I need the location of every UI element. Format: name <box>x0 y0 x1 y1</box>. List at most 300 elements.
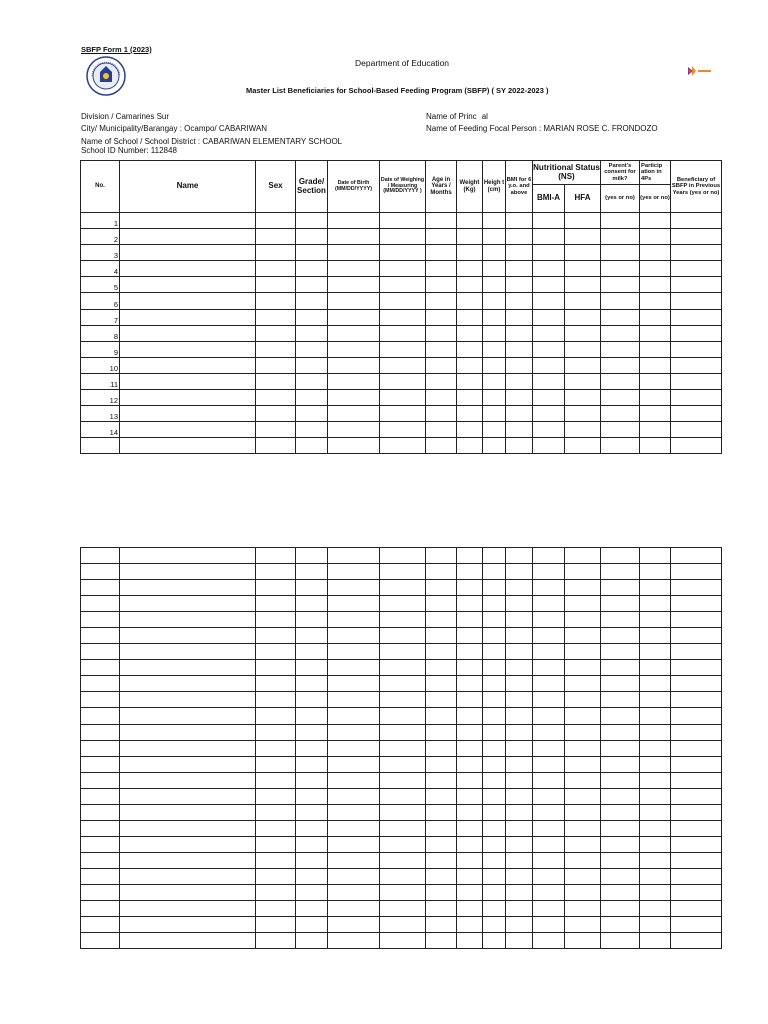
table-cell[interactable] <box>457 213 483 229</box>
table-cell[interactable] <box>328 660 380 676</box>
table-cell[interactable] <box>506 357 533 373</box>
table-cell[interactable] <box>565 660 601 676</box>
table-cell[interactable] <box>120 708 256 724</box>
table-cell[interactable] <box>120 261 256 277</box>
table-cell[interactable] <box>256 756 296 772</box>
table-cell[interactable] <box>533 309 565 325</box>
table-cell[interactable] <box>328 740 380 756</box>
table-cell[interactable] <box>256 548 296 564</box>
table-cell[interactable] <box>457 660 483 676</box>
table-cell[interactable] <box>380 901 426 917</box>
table-cell[interactable] <box>328 373 380 389</box>
table-cell[interactable] <box>483 293 506 309</box>
table-cell[interactable] <box>328 390 380 406</box>
table-cell[interactable] <box>640 676 671 692</box>
table-cell[interactable] <box>640 277 671 293</box>
table-cell[interactable] <box>601 341 640 357</box>
table-cell[interactable] <box>380 788 426 804</box>
table-cell[interactable] <box>601 708 640 724</box>
table-cell[interactable] <box>640 548 671 564</box>
table-cell[interactable] <box>328 724 380 740</box>
table-cell[interactable] <box>565 836 601 852</box>
table-cell[interactable] <box>296 692 328 708</box>
table-cell[interactable] <box>81 676 120 692</box>
table-cell[interactable] <box>565 229 601 245</box>
table-cell[interactable] <box>457 373 483 389</box>
table-cell[interactable] <box>506 564 533 580</box>
table-cell[interactable] <box>533 438 565 454</box>
table-cell[interactable] <box>296 325 328 341</box>
table-cell[interactable] <box>671 901 722 917</box>
table-cell[interactable] <box>380 373 426 389</box>
table-cell[interactable] <box>256 277 296 293</box>
table-cell[interactable] <box>120 868 256 884</box>
table-cell[interactable] <box>426 692 457 708</box>
table-cell[interactable] <box>640 309 671 325</box>
table-cell[interactable] <box>533 548 565 564</box>
table-cell[interactable] <box>640 901 671 917</box>
table-cell[interactable] <box>671 357 722 373</box>
table-cell[interactable] <box>533 756 565 772</box>
table-cell[interactable] <box>426 820 457 836</box>
table-cell[interactable] <box>426 772 457 788</box>
table-cell[interactable] <box>483 756 506 772</box>
table-cell[interactable] <box>328 708 380 724</box>
table-cell[interactable] <box>671 261 722 277</box>
table-cell[interactable] <box>296 868 328 884</box>
table-cell[interactable] <box>506 406 533 422</box>
table-cell[interactable] <box>565 820 601 836</box>
table-cell[interactable] <box>457 261 483 277</box>
table-cell[interactable] <box>565 548 601 564</box>
table-cell[interactable] <box>483 852 506 868</box>
table-cell[interactable] <box>457 644 483 660</box>
table-cell[interactable] <box>457 596 483 612</box>
table-cell[interactable] <box>671 438 722 454</box>
table-cell[interactable] <box>457 390 483 406</box>
table-cell[interactable] <box>296 836 328 852</box>
table-cell[interactable] <box>120 612 256 628</box>
table-cell[interactable] <box>380 933 426 949</box>
table-cell[interactable] <box>426 644 457 660</box>
table-cell[interactable] <box>671 756 722 772</box>
table-cell[interactable] <box>256 820 296 836</box>
table-cell[interactable] <box>506 917 533 933</box>
table-cell[interactable] <box>426 676 457 692</box>
table-cell[interactable] <box>601 901 640 917</box>
table-cell[interactable] <box>506 724 533 740</box>
table-cell[interactable] <box>640 357 671 373</box>
table-cell[interactable] <box>296 933 328 949</box>
table-cell[interactable] <box>328 612 380 628</box>
table-cell[interactable] <box>457 692 483 708</box>
table-cell[interactable] <box>483 580 506 596</box>
table-cell[interactable] <box>426 660 457 676</box>
table-cell[interactable] <box>120 373 256 389</box>
table-cell[interactable] <box>483 788 506 804</box>
table-cell[interactable] <box>640 724 671 740</box>
table-cell[interactable] <box>601 836 640 852</box>
table-cell[interactable] <box>565 373 601 389</box>
table-cell[interactable] <box>328 933 380 949</box>
table-cell[interactable] <box>601 357 640 373</box>
table-cell[interactable] <box>81 740 120 756</box>
table-cell[interactable] <box>81 772 120 788</box>
table-cell[interactable] <box>640 868 671 884</box>
table-cell[interactable] <box>426 293 457 309</box>
table-cell[interactable] <box>457 740 483 756</box>
table-cell[interactable] <box>483 740 506 756</box>
table-cell[interactable] <box>506 708 533 724</box>
table-cell[interactable] <box>328 868 380 884</box>
table-cell[interactable] <box>120 676 256 692</box>
table-cell[interactable] <box>483 564 506 580</box>
table-cell[interactable] <box>380 548 426 564</box>
table-cell[interactable] <box>328 261 380 277</box>
table-cell[interactable] <box>380 422 426 438</box>
table-cell[interactable] <box>601 406 640 422</box>
table-cell[interactable] <box>483 724 506 740</box>
table-cell[interactable] <box>640 245 671 261</box>
table-cell[interactable] <box>483 612 506 628</box>
table-cell[interactable] <box>533 580 565 596</box>
table-cell[interactable] <box>256 422 296 438</box>
table-cell[interactable] <box>533 884 565 900</box>
table-cell[interactable] <box>256 580 296 596</box>
table-cell[interactable] <box>81 756 120 772</box>
table-cell[interactable] <box>565 901 601 917</box>
table-cell[interactable] <box>81 644 120 660</box>
table-cell[interactable] <box>601 277 640 293</box>
table-cell[interactable] <box>380 852 426 868</box>
table-cell[interactable] <box>256 213 296 229</box>
table-cell[interactable] <box>457 901 483 917</box>
table-cell[interactable] <box>380 772 426 788</box>
table-cell[interactable] <box>296 390 328 406</box>
table-cell[interactable] <box>328 213 380 229</box>
table-cell[interactable] <box>380 309 426 325</box>
table-cell[interactable] <box>426 245 457 261</box>
table-cell[interactable] <box>120 596 256 612</box>
table-cell[interactable] <box>533 390 565 406</box>
table-cell[interactable] <box>533 612 565 628</box>
table-cell[interactable] <box>565 884 601 900</box>
table-cell[interactable] <box>120 580 256 596</box>
table-cell[interactable] <box>328 756 380 772</box>
table-cell[interactable] <box>533 277 565 293</box>
table-cell[interactable] <box>296 708 328 724</box>
table-cell[interactable] <box>506 820 533 836</box>
table-cell[interactable] <box>120 245 256 261</box>
table-cell[interactable] <box>533 933 565 949</box>
table-cell[interactable] <box>533 422 565 438</box>
table-cell[interactable] <box>640 406 671 422</box>
table-cell[interactable] <box>640 564 671 580</box>
table-cell[interactable] <box>328 804 380 820</box>
table-cell[interactable] <box>256 692 296 708</box>
table-cell[interactable] <box>81 548 120 564</box>
table-cell[interactable] <box>506 836 533 852</box>
table-cell[interactable] <box>256 309 296 325</box>
table-cell[interactable] <box>81 804 120 820</box>
table-cell[interactable] <box>457 229 483 245</box>
table-cell[interactable] <box>506 309 533 325</box>
table-cell[interactable] <box>601 564 640 580</box>
table-cell[interactable] <box>380 580 426 596</box>
table-cell[interactable] <box>601 917 640 933</box>
table-cell[interactable] <box>457 580 483 596</box>
table-cell[interactable] <box>120 548 256 564</box>
table-cell[interactable] <box>671 852 722 868</box>
table-cell[interactable] <box>120 884 256 900</box>
table-cell[interactable] <box>565 772 601 788</box>
table-cell[interactable] <box>380 628 426 644</box>
table-cell[interactable] <box>328 580 380 596</box>
table-cell[interactable] <box>506 341 533 357</box>
table-cell[interactable] <box>671 548 722 564</box>
table-cell[interactable] <box>671 325 722 341</box>
table-cell[interactable] <box>457 724 483 740</box>
table-cell[interactable] <box>81 933 120 949</box>
table-cell[interactable] <box>671 692 722 708</box>
table-cell[interactable] <box>457 341 483 357</box>
table-cell[interactable] <box>640 933 671 949</box>
table-cell[interactable] <box>565 868 601 884</box>
table-cell[interactable] <box>533 596 565 612</box>
table-cell[interactable] <box>671 660 722 676</box>
table-cell[interactable] <box>601 325 640 341</box>
table-cell[interactable] <box>256 341 296 357</box>
table-cell[interactable] <box>506 884 533 900</box>
table-cell[interactable] <box>565 676 601 692</box>
table-cell[interactable] <box>671 612 722 628</box>
table-cell[interactable] <box>565 357 601 373</box>
table-cell[interactable] <box>640 820 671 836</box>
table-cell[interactable] <box>380 884 426 900</box>
table-cell[interactable] <box>328 245 380 261</box>
table-cell[interactable] <box>120 325 256 341</box>
table-cell[interactable] <box>81 596 120 612</box>
table-cell[interactable] <box>328 772 380 788</box>
table-cell[interactable] <box>426 612 457 628</box>
table-cell[interactable] <box>120 836 256 852</box>
table-cell[interactable] <box>506 644 533 660</box>
table-cell[interactable] <box>565 438 601 454</box>
table-cell[interactable] <box>483 692 506 708</box>
table-cell[interactable] <box>533 628 565 644</box>
table-cell[interactable] <box>671 564 722 580</box>
table-cell[interactable] <box>328 692 380 708</box>
table-cell[interactable] <box>426 724 457 740</box>
table-cell[interactable] <box>120 438 256 454</box>
table-cell[interactable] <box>601 756 640 772</box>
table-cell[interactable] <box>81 580 120 596</box>
table-cell[interactable] <box>506 788 533 804</box>
table-cell[interactable] <box>506 660 533 676</box>
table-cell[interactable] <box>565 564 601 580</box>
table-cell[interactable] <box>506 933 533 949</box>
table-cell[interactable] <box>256 373 296 389</box>
table-cell[interactable] <box>426 438 457 454</box>
table-cell[interactable] <box>506 422 533 438</box>
table-cell[interactable] <box>671 596 722 612</box>
table-cell[interactable] <box>483 901 506 917</box>
table-cell[interactable] <box>120 933 256 949</box>
table-cell[interactable] <box>640 740 671 756</box>
table-cell[interactable] <box>380 438 426 454</box>
table-cell[interactable] <box>426 708 457 724</box>
table-cell[interactable] <box>671 628 722 644</box>
table-cell[interactable] <box>483 438 506 454</box>
table-cell[interactable] <box>457 293 483 309</box>
table-cell[interactable] <box>565 580 601 596</box>
table-cell[interactable] <box>120 740 256 756</box>
table-cell[interactable] <box>256 917 296 933</box>
table-cell[interactable] <box>640 836 671 852</box>
table-cell[interactable] <box>296 740 328 756</box>
table-cell[interactable] <box>601 422 640 438</box>
table-cell[interactable] <box>565 756 601 772</box>
table-cell[interactable] <box>296 660 328 676</box>
table-cell[interactable] <box>296 772 328 788</box>
table-cell[interactable] <box>601 660 640 676</box>
table-cell[interactable] <box>640 852 671 868</box>
table-cell[interactable] <box>457 628 483 644</box>
table-cell[interactable] <box>380 917 426 933</box>
table-cell[interactable] <box>506 901 533 917</box>
table-cell[interactable] <box>380 676 426 692</box>
table-cell[interactable] <box>426 261 457 277</box>
table-cell[interactable] <box>256 390 296 406</box>
table-cell[interactable] <box>483 772 506 788</box>
table-cell[interactable] <box>671 245 722 261</box>
table-cell[interactable] <box>328 293 380 309</box>
table-cell[interactable] <box>81 660 120 676</box>
table-cell[interactable] <box>328 277 380 293</box>
table-cell[interactable] <box>380 390 426 406</box>
table-cell[interactable] <box>601 245 640 261</box>
table-cell[interactable] <box>296 901 328 917</box>
table-cell[interactable] <box>328 788 380 804</box>
table-cell[interactable] <box>296 724 328 740</box>
table-cell[interactable] <box>380 325 426 341</box>
table-cell[interactable] <box>640 660 671 676</box>
table-cell[interactable] <box>256 644 296 660</box>
table-cell[interactable] <box>426 357 457 373</box>
table-cell[interactable] <box>380 229 426 245</box>
table-cell[interactable] <box>601 293 640 309</box>
table-cell[interactable] <box>296 804 328 820</box>
table-cell[interactable] <box>506 580 533 596</box>
table-cell[interactable] <box>671 836 722 852</box>
table-cell[interactable] <box>426 341 457 357</box>
table-cell[interactable] <box>601 852 640 868</box>
table-cell[interactable] <box>328 422 380 438</box>
table-cell[interactable] <box>426 422 457 438</box>
table-cell[interactable] <box>640 325 671 341</box>
table-cell[interactable] <box>601 438 640 454</box>
table-cell[interactable] <box>256 901 296 917</box>
table-cell[interactable] <box>256 852 296 868</box>
table-cell[interactable] <box>640 341 671 357</box>
table-cell[interactable] <box>671 309 722 325</box>
table-cell[interactable] <box>601 229 640 245</box>
table-cell[interactable] <box>296 820 328 836</box>
table-cell[interactable] <box>601 261 640 277</box>
table-cell[interactable] <box>565 293 601 309</box>
table-cell[interactable] <box>457 309 483 325</box>
table-cell[interactable] <box>256 357 296 373</box>
table-cell[interactable] <box>565 917 601 933</box>
table-cell[interactable] <box>671 788 722 804</box>
table-cell[interactable] <box>457 406 483 422</box>
table-cell[interactable] <box>426 884 457 900</box>
table-cell[interactable] <box>120 628 256 644</box>
table-cell[interactable] <box>457 804 483 820</box>
table-cell[interactable] <box>457 422 483 438</box>
table-cell[interactable] <box>328 917 380 933</box>
table-cell[interactable] <box>483 245 506 261</box>
table-cell[interactable] <box>483 868 506 884</box>
table-cell[interactable] <box>533 373 565 389</box>
table-cell[interactable] <box>671 277 722 293</box>
table-cell[interactable] <box>533 293 565 309</box>
table-cell[interactable] <box>506 325 533 341</box>
table-cell[interactable] <box>256 596 296 612</box>
table-cell[interactable] <box>120 852 256 868</box>
table-cell[interactable] <box>565 788 601 804</box>
table-cell[interactable] <box>533 261 565 277</box>
table-cell[interactable] <box>296 548 328 564</box>
table-cell[interactable] <box>380 564 426 580</box>
table-cell[interactable] <box>533 836 565 852</box>
table-cell[interactable] <box>256 612 296 628</box>
table-cell[interactable] <box>671 406 722 422</box>
table-cell[interactable] <box>296 357 328 373</box>
table-cell[interactable] <box>506 676 533 692</box>
table-cell[interactable] <box>380 724 426 740</box>
table-cell[interactable] <box>483 277 506 293</box>
table-cell[interactable] <box>565 277 601 293</box>
table-cell[interactable] <box>565 804 601 820</box>
table-cell[interactable] <box>380 612 426 628</box>
table-cell[interactable] <box>640 373 671 389</box>
table-cell[interactable] <box>457 917 483 933</box>
table-cell[interactable] <box>380 341 426 357</box>
table-cell[interactable] <box>426 564 457 580</box>
table-cell[interactable] <box>483 660 506 676</box>
table-cell[interactable] <box>565 341 601 357</box>
table-cell[interactable] <box>81 884 120 900</box>
table-cell[interactable] <box>426 756 457 772</box>
table-cell[interactable] <box>328 229 380 245</box>
table-cell[interactable] <box>426 213 457 229</box>
table-cell[interactable] <box>81 917 120 933</box>
table-cell[interactable] <box>81 692 120 708</box>
table-cell[interactable] <box>296 884 328 900</box>
table-cell[interactable] <box>296 756 328 772</box>
table-cell[interactable] <box>256 406 296 422</box>
table-cell[interactable] <box>120 422 256 438</box>
table-cell[interactable] <box>533 852 565 868</box>
table-cell[interactable] <box>565 708 601 724</box>
table-cell[interactable] <box>120 277 256 293</box>
table-cell[interactable] <box>120 644 256 660</box>
table-cell[interactable] <box>457 933 483 949</box>
table-cell[interactable] <box>483 325 506 341</box>
table-cell[interactable] <box>296 293 328 309</box>
table-cell[interactable] <box>120 804 256 820</box>
